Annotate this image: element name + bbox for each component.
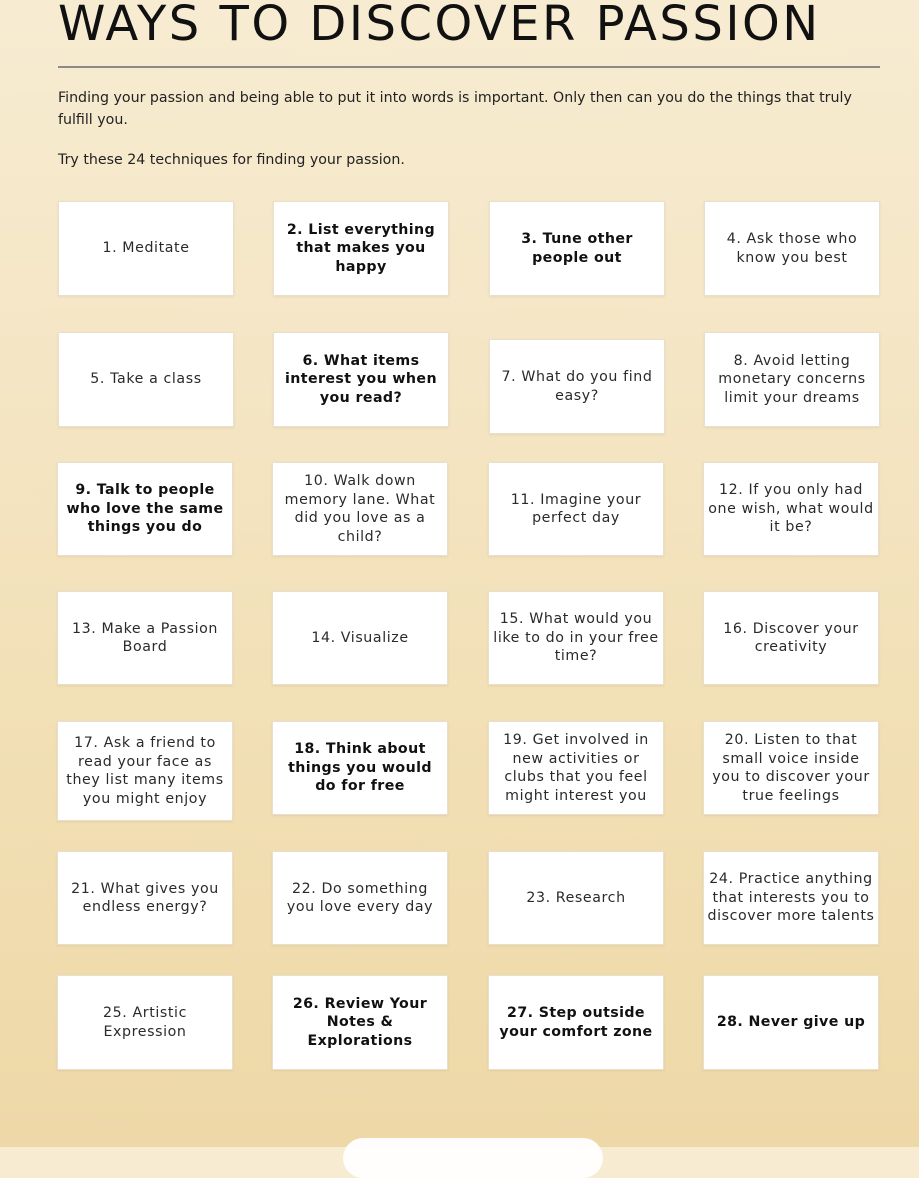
technique-card-26	[272, 975, 448, 1070]
technique-card-21	[57, 851, 233, 945]
technique-label: 11. Imagine your perfect day	[510, 491, 642, 526]
technique-card-18	[272, 721, 448, 815]
technique-label: 17. Ask a friend to read your face as they list many items you might enjoy	[66, 735, 224, 807]
technique-card-16	[703, 591, 879, 685]
technique-card-20	[703, 721, 879, 815]
technique-label: 7. What do you find easy?	[501, 369, 653, 404]
technique-label: 16. Discover your creativity	[723, 620, 859, 655]
bottom-button-edge[interactable]	[343, 1138, 603, 1178]
technique-card-25	[57, 975, 233, 1070]
technique-label: 28. Never give up	[716, 1014, 866, 1031]
technique-card-3	[489, 201, 665, 296]
technique-card-4	[704, 201, 880, 296]
technique-card-27	[488, 975, 664, 1070]
technique-card-19	[488, 721, 664, 815]
technique-card-28	[703, 975, 879, 1070]
technique-card-7	[489, 339, 665, 434]
technique-card-17	[57, 721, 233, 821]
technique-label: 4. Ask those who know you best	[726, 231, 858, 266]
technique-card-23	[488, 851, 664, 945]
technique-label: 3. Tune other people out	[521, 231, 633, 266]
technique-card-13	[57, 591, 233, 685]
technique-card-9	[57, 462, 233, 556]
technique-label: 26. Review Your Notes & Explorations	[292, 995, 428, 1049]
technique-card-6	[273, 332, 449, 427]
technique-card-2	[273, 201, 449, 296]
technique-card-8	[704, 332, 880, 427]
page-title: WAYS TO DISCOVER PASSION	[58, 0, 821, 52]
technique-label: 24. Practice anything that interests you to discover more talents	[707, 871, 875, 925]
technique-card-14	[272, 591, 448, 685]
technique-label: 1. Meditate	[102, 240, 190, 257]
technique-label: 13. Make a Passion Board	[72, 620, 218, 655]
technique-card-1	[58, 201, 234, 296]
technique-card-11	[488, 462, 664, 556]
technique-card-10	[272, 462, 448, 556]
technique-label: 5. Take a class	[90, 371, 202, 388]
technique-label: 23. Research	[526, 889, 626, 906]
technique-label: 8. Avoid letting monetary concerns limit your dreams	[718, 352, 866, 406]
technique-label: 12. If you only had one wish, what would it be?	[708, 482, 874, 536]
technique-card-5	[58, 332, 234, 427]
technique-label: 20. Listen to that small voice inside you to discover your true feelings	[712, 732, 870, 804]
technique-card-15	[488, 591, 664, 685]
technique-label: 9. Talk to people who love the same things you do	[66, 482, 224, 536]
technique-label: 15. What would you like to do in your free time?	[493, 611, 659, 665]
technique-label: 22. Do something you love every day	[286, 880, 434, 915]
technique-label: 25. Artistic Expression	[102, 1005, 187, 1040]
technique-card-24	[703, 851, 879, 945]
technique-label: 14. Visualize	[311, 629, 409, 646]
technique-label: 27. Step outside your comfort zone	[499, 1005, 653, 1040]
technique-card-12	[703, 462, 879, 556]
intro-paragraph: Finding your passion and being able to put it into words is important. Only then can you do the things that truly fulfill you.	[58, 90, 852, 128]
title-divider	[58, 66, 880, 68]
technique-label: 21. What gives you endless energy?	[71, 880, 219, 915]
technique-label: 2. List everything that makes you happy	[286, 221, 436, 275]
technique-label: 6. What items interest you when you read?	[285, 352, 437, 406]
technique-card-22	[272, 851, 448, 945]
technique-label: 10. Walk down memory lane. What did you love as a child?	[284, 473, 436, 545]
intro-instruction: Try these 24 techniques for finding your passion.	[58, 152, 405, 168]
technique-label: 19. Get involved in new activities or clubs that you feel might interest you	[503, 732, 649, 804]
technique-label: 18. Think about things you would do for free	[288, 741, 432, 795]
